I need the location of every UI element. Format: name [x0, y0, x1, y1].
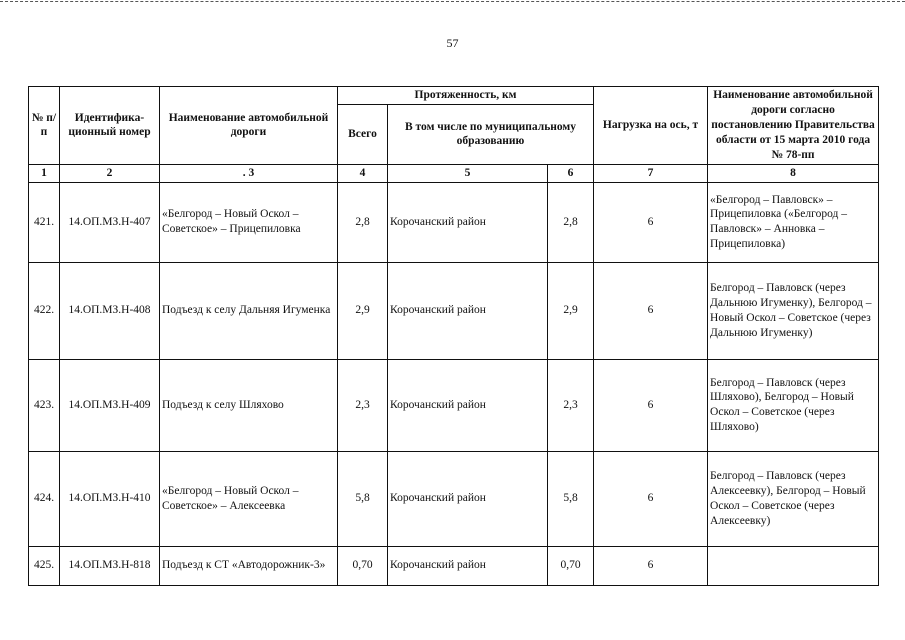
- col-index-5: 5: [388, 164, 548, 182]
- row-total-km: 5,8: [338, 451, 388, 546]
- col-index-6: 6: [548, 164, 594, 182]
- header-id: Идентифика-ционный номер: [60, 87, 160, 165]
- row-total-km: 2,3: [338, 359, 388, 451]
- row-id: 14.ОП.МЗ.Н-409: [60, 359, 160, 451]
- row-axle-load: 6: [594, 182, 708, 262]
- header-incl: В том числе по муниципальному образованию: [388, 104, 594, 164]
- row-gov-name: Белгород – Павловск (через Шляхово), Белгород – Новый Оскол – Советское (через Шляхово): [708, 359, 879, 451]
- row-num: 425.: [29, 546, 60, 585]
- row-id: 14.ОП.МЗ.Н-410: [60, 451, 160, 546]
- row-district: Корочанский район: [388, 182, 548, 262]
- table-row: [29, 182, 879, 262]
- col-index-2: 2: [60, 164, 160, 182]
- table-row: [29, 451, 879, 546]
- row-id: 14.ОП.МЗ.Н-407: [60, 182, 160, 262]
- row-road-name: Подъезд к селу Дальняя Игуменка: [160, 262, 338, 359]
- row-gov-name: Белгород – Павловск (через Дальнюю Игуменку), Белгород – Новый Оскол – Советское (через Дальнюю Игуменку): [708, 262, 879, 359]
- header-num: № п/п: [29, 87, 60, 165]
- row-district-km: 2,9: [548, 262, 594, 359]
- row-id: 14.ОП.МЗ.Н-408: [60, 262, 160, 359]
- row-gov-name: «Белгород – Павловск» – Прицепиловка («Белгород – Павловск» – Анновка – Прицепиловка): [708, 182, 879, 262]
- row-district: Корочанский район: [388, 451, 548, 546]
- col-index-4: 4: [338, 164, 388, 182]
- row-gov-name: Белгород – Павловск (через Алексеевку), Белгород – Новый Оскол – Советское (через Алексеевку): [708, 451, 879, 546]
- row-road-name: «Белгород – Новый Оскол – Советское» – Прицепиловка: [160, 182, 338, 262]
- header-name: Наименование автомобильной дороги: [160, 87, 338, 165]
- row-road-name: Подъезд к СТ «Автодорожник-3»: [160, 546, 338, 585]
- header-gov-name: Наименование автомобильной дороги согласно постановлению Правительства области от 15 марта 2010 года № 78-пп: [708, 87, 879, 165]
- header-total: Всего: [338, 104, 388, 164]
- page-number: 57: [446, 36, 459, 50]
- row-district: Корочанский район: [388, 546, 548, 585]
- row-district-km: 2,8: [548, 182, 594, 262]
- col-index-1: 1: [29, 164, 60, 182]
- row-district: Корочанский район: [388, 262, 548, 359]
- roads-table: [28, 86, 879, 586]
- header-load: Нагрузка на ось, т: [594, 87, 708, 165]
- row-num: 422.: [29, 262, 60, 359]
- row-num: 423.: [29, 359, 60, 451]
- table-row: [29, 546, 879, 585]
- row-road-name: «Белгород – Новый Оскол – Советское» – Алексеевка: [160, 451, 338, 546]
- row-num: 424.: [29, 451, 60, 546]
- row-axle-load: 6: [594, 451, 708, 546]
- row-axle-load: 6: [594, 546, 708, 585]
- row-district-km: 2,3: [548, 359, 594, 451]
- table-row: [29, 262, 879, 359]
- col-index-3: . 3: [160, 164, 338, 182]
- row-district-km: 0,70: [548, 546, 594, 585]
- table-row: [29, 359, 879, 451]
- row-road-name: Подъезд к селу Шляхово: [160, 359, 338, 451]
- row-district: Корочанский район: [388, 359, 548, 451]
- col-index-7: 7: [594, 164, 708, 182]
- row-total-km: 0,70: [338, 546, 388, 585]
- row-total-km: 2,9: [338, 262, 388, 359]
- row-id: 14.ОП.МЗ.Н-818: [60, 546, 160, 585]
- row-axle-load: 6: [594, 262, 708, 359]
- row-num: 421.: [29, 182, 60, 262]
- header-length: Протяженность, км: [338, 87, 594, 105]
- row-total-km: 2,8: [338, 182, 388, 262]
- row-axle-load: 6: [594, 359, 708, 451]
- col-index-8: 8: [708, 164, 879, 182]
- row-gov-name: [708, 546, 879, 585]
- row-district-km: 5,8: [548, 451, 594, 546]
- top-edge-line: [0, 1, 905, 2]
